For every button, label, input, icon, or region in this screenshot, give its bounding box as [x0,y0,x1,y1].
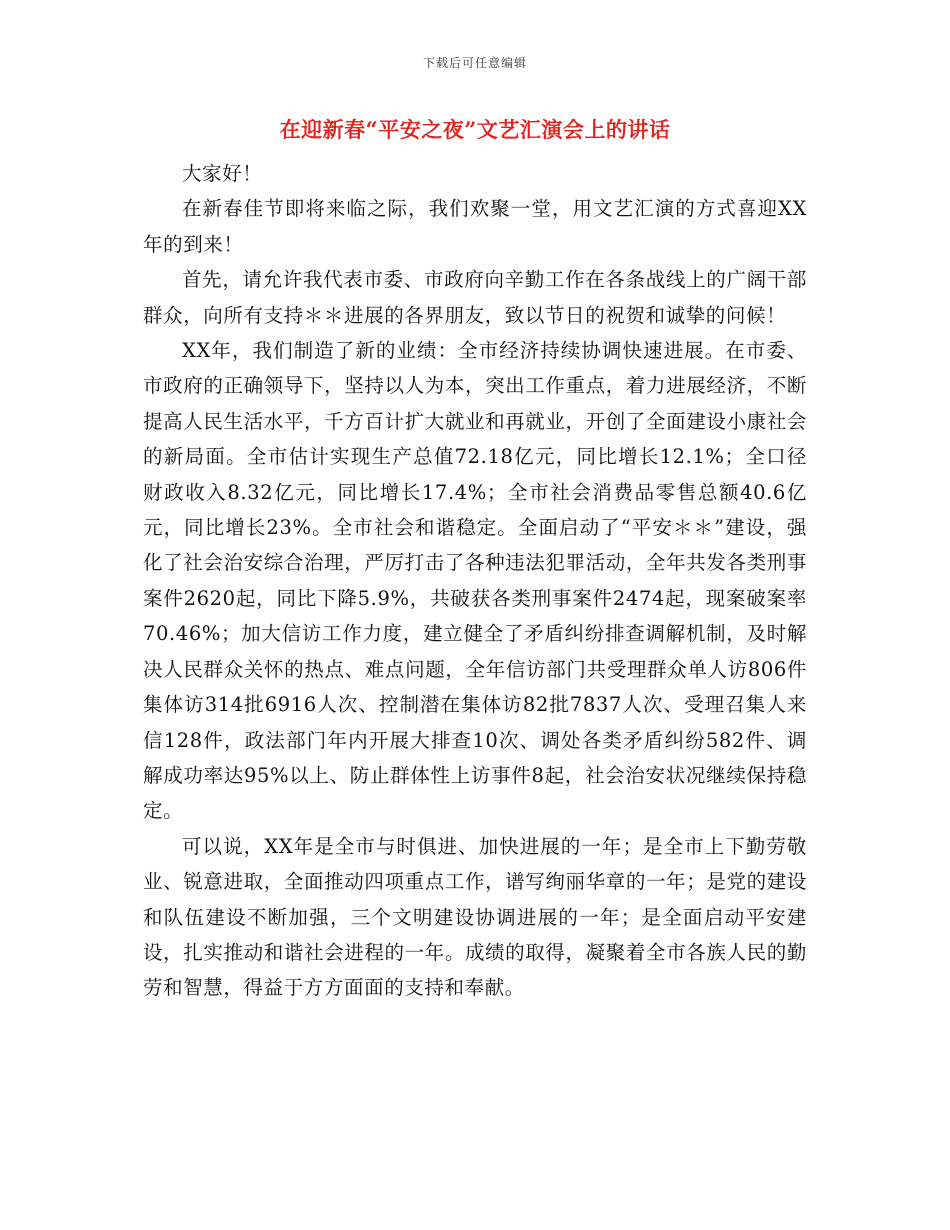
paragraph-opening: 在新春佳节即将来临之际，我们欢聚一堂，用文艺汇演的方式喜迎XX年的到来！ [143,197,807,256]
document-body [143,156,807,1006]
paragraph-achievements: XX年，我们制造了新的业绩：全市经济持续协调快速进展。在市委、市政府的正确领导下，坚持以人为本，突出工作重点，着力进展经济，不断提高人民生活水平，千方百计扩大就业和再就业，开创了全面建设小康社会的新局面。全市估计实现生产总值72.18亿元，同比增长12.1%；全口径财政收入8.32亿元，同比增长17.4%；全市社会消费品零售总额40.6亿元，同比增长23%。全市社会和谐稳定。全面启动了“平安＊＊”建设，强化了社会治安综合治理，严厉打击了各种违法犯罪活动，全年共发各类刑事案件2620起，同比下降5.9%，共破获各类刑事案件2474起，现案破案率70.46%；加大信访工作力度，建立健全了矛盾纠纷排查调解机制，及时解决人民群众关怀的热点、难点问题，全年信访部门共受理群众单人访806件集体访314批6916人次、控制潜在集体访82批7837人次、受理召集人来信128件，政法部门年内开展大排查10次、调处各类矛盾纠纷582件、调解成功率达95%以上、防止群体性上访事件8起，社会治安状况继续保持稳定。 [143,339,807,823]
header-note: 下载后可任意编辑 [422,56,527,70]
paragraph-summary: 可以说，XX年是全市与时俱进、加快进展的一年；是全市上下勤劳敬业、锐意进取，全面推动四项重点工作，谱写绚丽华章的一年；是党的建设和队伍建设不断加强，三个文明建设协调进展的一年；是全面启动平安建设，扎实推动和谐社会进程的一年。成绩的取得，凝聚着全市各族人民的勤劳和智慧，得益于方方面面的支持和奉献。 [143,834,807,1000]
document-title: 在迎新春“平安之夜”文艺汇演会上的讲话 [279,117,671,142]
paragraph-greeting: 大家好！ [182,162,263,185]
paragraph-thanks: 首先，请允许我代表市委、市政府向辛勤工作在各条战线上的广阔干部群众，向所有支持＊＊进展的各界朋友，致以节日的祝贺和诚挚的问候！ [143,268,807,327]
